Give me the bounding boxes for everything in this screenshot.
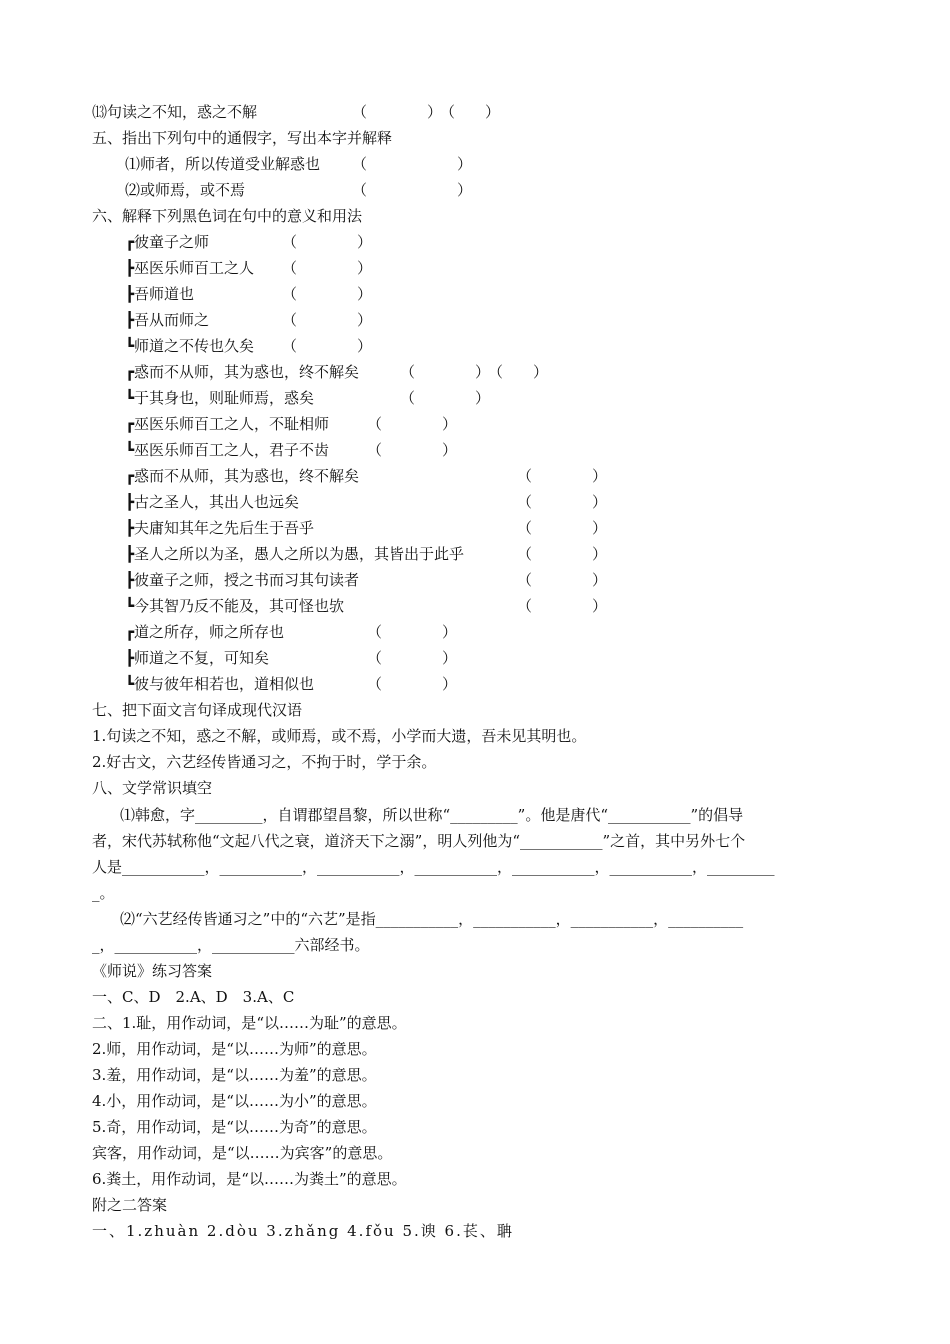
- answer-line: 二、1.耻，用作动词，是“以……为耻”的意思。: [92, 1014, 407, 1032]
- sec8-q2-line: _，___________，___________六部经书。: [92, 936, 370, 954]
- sec7-item: 2.好古文，六艺经传皆通习之，不拘于时，学于余。: [92, 753, 437, 771]
- answer-paren: （ ）: [367, 649, 458, 667]
- answer-paren: （ ）: [400, 389, 491, 407]
- answer-paren: （ ）: [367, 675, 458, 693]
- answer-line: 6.粪土，用作动词，是“以……为粪土”的意思。: [92, 1170, 407, 1188]
- sec6-item: ┣古之圣人，其出人也远矣: [125, 493, 300, 511]
- answer-paren: （ ）: [282, 285, 373, 303]
- sec5-item: ⑴师者，所以传道受业解惑也: [125, 155, 321, 173]
- answer-paren: （ ）: [440, 103, 501, 121]
- answer-line: 2.师，用作动词，是“以……为师”的意思。: [92, 1040, 377, 1058]
- answer-line: 3.羞，用作动词，是“以……为羞”的意思。: [92, 1066, 377, 1084]
- answer-paren: （ ）: [517, 545, 608, 563]
- answer-paren: （ ）: [517, 597, 608, 615]
- answer-line: 一、C、D 2.A、D 3.A、C: [92, 988, 295, 1006]
- question-13-text: ⒀句读之不知，惑之不解: [92, 103, 258, 121]
- answer-line: 宾客，用作动词，是“以……为宾客”的意思。: [92, 1144, 393, 1162]
- sec7-item: 1.句读之不知，惑之不解，或师焉，或不焉，小学而大遗，吾未见其明也。: [92, 727, 587, 745]
- answer-paren: （ ）: [488, 363, 549, 381]
- sec6-item: ┣师道之不复，可知矣: [125, 649, 270, 667]
- sec6-item: ┣巫医乐师百工之人: [125, 259, 255, 277]
- answer-line: 5.奇，用作动词，是“以……为奇”的意思。: [92, 1118, 377, 1136]
- answer-paren: （ ）: [367, 441, 458, 459]
- answer-line: 附之二答案: [92, 1196, 168, 1214]
- answer-paren: （ ）: [517, 571, 608, 589]
- sec6-item: ┣圣人之所以为圣，愚人之所以为愚，其皆出于此乎: [125, 545, 465, 563]
- sec6-item: ┗彼与彼年相若也，道相似也: [125, 675, 315, 693]
- sec6-item: ┗师道之不传也久矣: [125, 337, 255, 355]
- sec8-q1-line: _。: [92, 884, 115, 902]
- section-5-title: 五、指出下列句中的通假字，写出本字并解释: [92, 129, 393, 147]
- sec5-item: ⑵或师焉，或不焉: [125, 181, 246, 199]
- answer-paren: （ ）: [282, 337, 373, 355]
- sec6-item: ┗巫医乐师百工之人，君子不齿: [125, 441, 330, 459]
- sec6-item: ┗今其智乃反不能及，其可怪也欤: [125, 597, 345, 615]
- answer-paren: （ ）: [367, 415, 458, 433]
- sec6-item: ┣夫庸知其年之先后生于吾乎: [125, 519, 315, 537]
- sec6-item: ┏彼童子之师: [125, 233, 210, 251]
- sec6-item: ┣吾师道也: [125, 285, 195, 303]
- sec8-q1-line: 人是___________，___________，___________，___________，___________，___________，_________: [92, 858, 775, 876]
- sec8-q2-line: ⑵“六艺经传皆通习之”中的“六艺”是指___________，___________，___________，__________: [120, 910, 744, 928]
- sec6-item: ┣吾从而师之: [125, 311, 210, 329]
- section-6-title: 六、解释下列黑色词在句中的意义和用法: [92, 207, 363, 225]
- answer-paren: （ ）: [400, 363, 491, 381]
- answer-paren: （ ）: [517, 467, 608, 485]
- sec8-q1-line: 者，宋代苏轼称他“文起八代之衰，道济天下之溺”，明人列他为“___________”之首，其中另外七个: [92, 832, 746, 850]
- answer-paren: （ ）: [352, 181, 473, 199]
- answer-paren: （ ）: [282, 311, 373, 329]
- sec6-item: ┏惑而不从师，其为惑也，终不解矣: [125, 363, 360, 381]
- sec6-item: ┗于其身也，则耻师焉，惑矣: [125, 389, 315, 407]
- section-7-title: 七、把下面文言句译成现代汉语: [92, 701, 303, 719]
- answer-paren: （ ）: [352, 155, 473, 173]
- sec6-item: ┏巫医乐师百工之人，不耻相师: [125, 415, 330, 433]
- answer-paren: （ ）: [282, 233, 373, 251]
- section-8-title: 八、文学常识填空: [92, 779, 213, 797]
- answer-line: 一、1.zhuàn 2.dòu 3.zhǎng 4.fǒu 5.谀 6.苌、聃: [92, 1222, 514, 1240]
- answer-paren: （ ）: [282, 259, 373, 277]
- sec6-item: ┏惑而不从师，其为惑也，终不解矣: [125, 467, 360, 485]
- sec6-item: ┣彼童子之师，授之书而习其句读者: [125, 571, 360, 589]
- answer-paren: （ ）: [352, 103, 443, 121]
- answer-paren: （ ）: [367, 623, 458, 641]
- answers-title: 《师说》练习答案: [92, 962, 213, 980]
- answer-line: 4.小，用作动词，是“以……为小”的意思。: [92, 1092, 377, 1110]
- answer-paren: （ ）: [517, 519, 608, 537]
- sec8-q1-line: ⑴韩愈，字_________，自谓郡望昌黎，所以世称“_________”。他是唐代“___________”的倡导: [120, 806, 744, 824]
- answer-paren: （ ）: [517, 493, 608, 511]
- sec6-item: ┏道之所存，师之所存也: [125, 623, 285, 641]
